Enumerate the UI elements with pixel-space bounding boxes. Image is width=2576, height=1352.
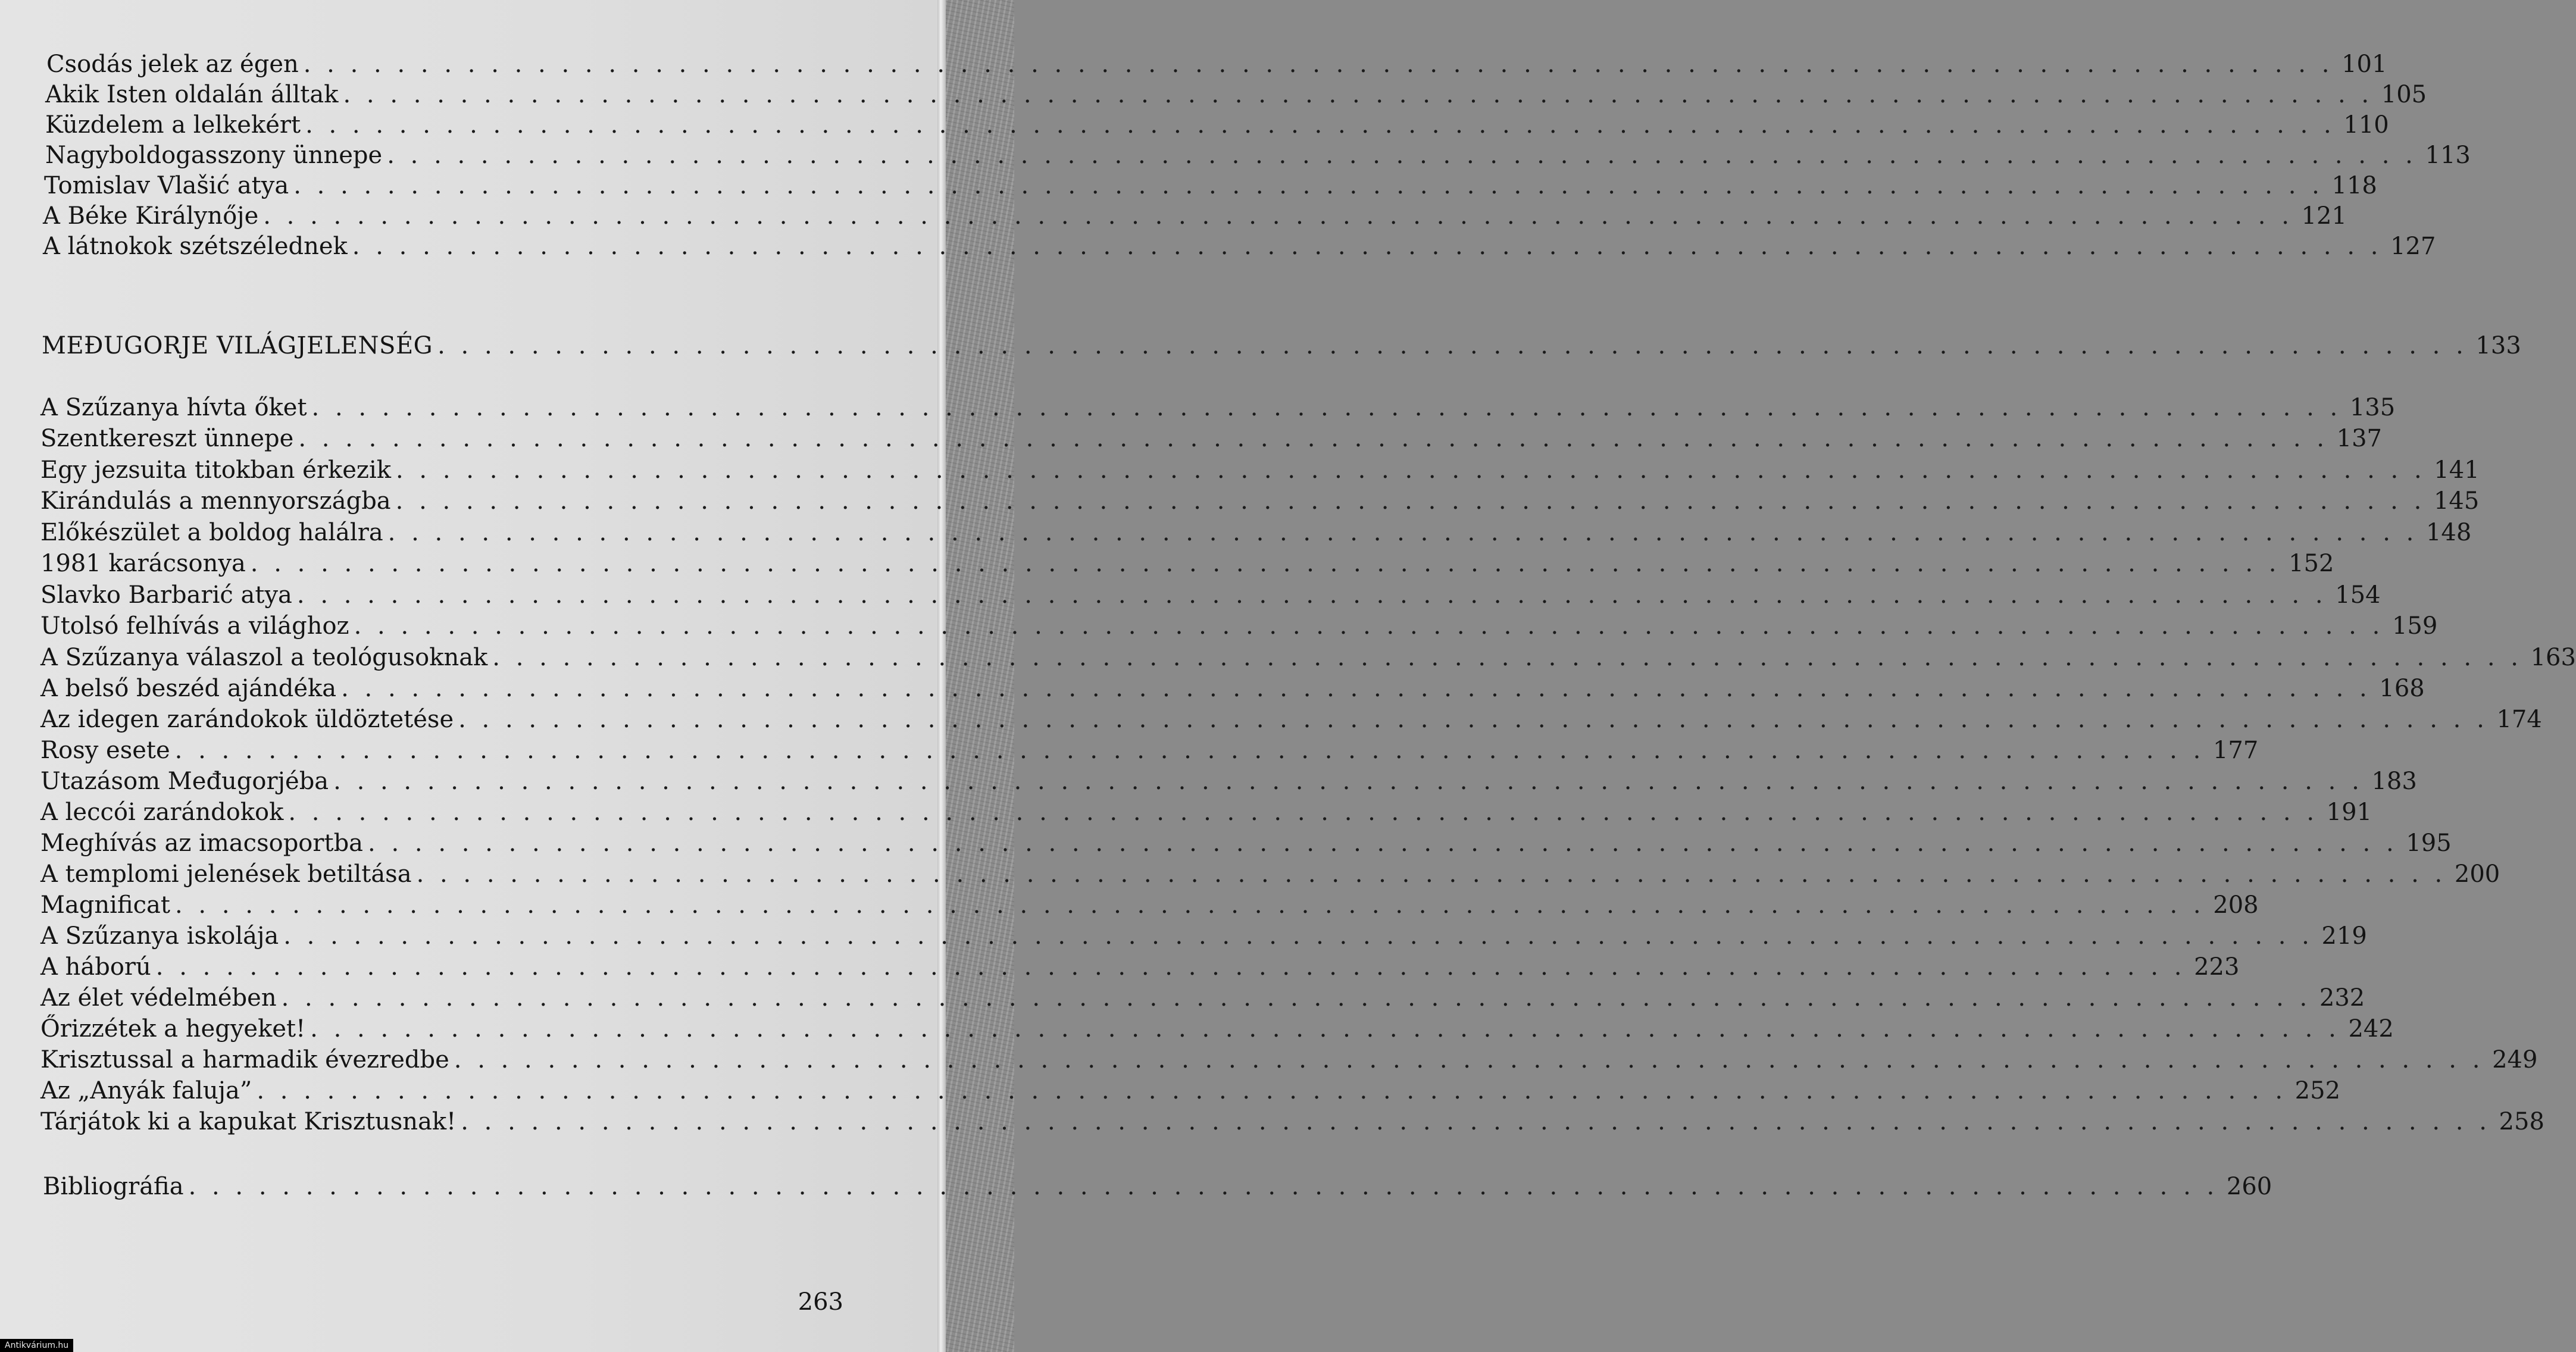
toc-entry-title: Szentkereszt ünnepe [40, 425, 294, 452]
toc-entry [40, 674, 2425, 703]
toc-entry-page: 232 [2319, 984, 2365, 1012]
toc-entry-title: Magnificat [40, 891, 170, 919]
toc-entry [46, 49, 2387, 79]
toc-entry [40, 828, 2452, 858]
toc-entry [40, 486, 2480, 516]
toc-entry-title: A háború [40, 953, 151, 981]
toc-entry [40, 1076, 2341, 1106]
toc-dot-leader: . . . . . . . . . . . . . . . . . . . . . . . . . . . . . . . . . . . . . . . . . . . . . . . . . . . . . . . . . . . . . . . . . . . . . . . . . . . . . . . . . . . . . . . [281, 984, 2312, 1012]
toc-entry-page: 174 [2496, 706, 2542, 733]
toc-dot-leader: . . . . . . . . . . . . . . . . . . . . . . . . . . . . . . . . . . . . . . . . . . . . . . . . . . . . . . . . . . . . . . . . . . . . . . . . . . . . . . . . . . . . . . . [296, 581, 2327, 609]
toc-dot-leader: . . . . . . . . . . . . . . . . . . . . . . . . . . . . . . . . . . . . . . . . . . . . . . . . . . . . . . . . . . . . . . . . . . . . . . . . . . . . . . . . . . . . . . . [341, 675, 2371, 702]
toc-entry-title: Rosy esete [40, 737, 170, 764]
toc-dot-leader: . . . . . . . . . . . . . . . . . . . . . . . . . . . . . . . . . . . . . . . . . . . . . . . . . . . . . . . . . . . . . . . . . . . . . . . . . . . . . . . . . . . . . . . [283, 922, 2314, 950]
toc-entry-title: Az „Anyák faluja” [40, 1077, 252, 1104]
toc-entry-title: Krisztussal a harmadik évezredbe [40, 1046, 449, 1074]
toc-entry-page: 183 [2371, 768, 2417, 795]
toc-entry-title: Kirándulás a mennyországba [40, 487, 391, 515]
toc-entry [40, 393, 2396, 422]
toc-dot-leader: . . . . . . . . . . . . . . . . . . . . . . . . . . . . . . . . . . . . . . . . . . . . . . . . . . . . . . . . . . . . . . . . . . . . . . . . . . . . . . . . . . . . . . . [257, 1077, 2287, 1104]
toc-dot-leader: . . . . . . . . . . . . . . . . . . . . . . . . . . . . . . . . . . . . . . . . . . . . . . . . . . . . . . . . . . . . . . . . . . . . . . . . . . . . . . . . . . . . . . . [288, 799, 2319, 826]
toc-dot-leader: . . . . . . . . . . . . . . . . . . . . . . . . . . . . . . . . . . . . . . . . . . . . . . . . . . . . . . . . . . . . . . . . . . . . . . . . . . . . . . . . . . . . . . . [454, 1046, 2484, 1074]
toc-entry-page: 127 [2390, 233, 2436, 260]
toc-entry-page: 208 [2213, 891, 2259, 919]
toc-entry-page: 163 [2530, 644, 2576, 671]
toc-entry-page: 101 [2341, 51, 2387, 78]
toc-entry [40, 611, 2438, 641]
toc-entry-title: A Béke Királynője [43, 202, 259, 230]
toc-dot-leader: . . . . . . . . . . . . . . . . . . . . . . . . . . . . . . . . . . . . . . . . . . . . . . . . . . . . . . . . . . . . . . . . . . . . . . . . . . . . . . . . . . . . . . . [155, 953, 2186, 981]
toc-entry-title: A Szűzanya válaszol a teológusoknak [40, 644, 488, 671]
toc-entry-title: Nagyboldogasszony ünnepe [45, 142, 383, 169]
toc-dot-leader: . . . . . . . . . . . . . . . . . . . . . . . . . . . . . . . . . . . . . . . . . . . . . . . . . . . . . . . . . . . . . . . . . . . . . . . . . . . . . . . . . . . . . . . [368, 830, 2398, 857]
toc-entry-title: A leccói zarándokok [40, 799, 284, 826]
toc-entry [40, 518, 2472, 547]
toc-entry-title: Utolsó felhívás a világhoz [40, 612, 349, 640]
toc-entry-page: 258 [2499, 1108, 2544, 1135]
toc-section-title: MEĐUGORJE VILÁGJELENSÉG [42, 332, 433, 359]
toc-dot-leader: . . . . . . . . . . . . . . . . . . . . . . . . . . . . . . . . . . . . . . . . . . . . . . . . . . . . . . . . . . . . . . . . . . . . . . . . . . . . . . . . . . . . . . . [387, 142, 2417, 169]
toc-section-page: 133 [2475, 332, 2521, 359]
toc-entry [40, 736, 2259, 765]
toc-entry-title: Küzdelem a lelkekért [45, 111, 301, 139]
toc-dot-leader: . . . . . . . . . . . . . . . . . . . . . . . . . . . . . . . . . . . . . . . . . . . . . . . . . . . . . . . . . . . . . . . . . . . . . . . . . . . . . . . . . . . . . . . [174, 891, 2205, 919]
toc-entry [43, 201, 2347, 231]
toc-entry-page: 191 [2326, 799, 2372, 826]
toc-entry-title: Az élet védelmében [40, 984, 277, 1012]
toc-dot-leader: . . . . . . . . . . . . . . . . . . . . . . . . . . . . . . . . . . . . . . . . . . . . . . . . . . . . . . . . . . . . . . . . . . . . . . . . . . . . . . . . . . . . . . . [298, 425, 2328, 452]
toc-entry [40, 1045, 2538, 1075]
toc-entry [43, 231, 2436, 261]
toc-dot-leader: . . . . . . . . . . . . . . . . . . . . . . . . . . . . . . . . . . . . . . . . . . . . . . . . . . . . . . . . . . . . . . . . . . . . . . . . . . . . . . . . . . . . . . . [352, 233, 2383, 260]
toc-entry [40, 705, 2542, 734]
toc-entry-title: Bibliográfia [43, 1173, 184, 1200]
toc-entry-page: 154 [2335, 581, 2381, 609]
toc-entry-title: A látnokok szétszélednek [43, 233, 348, 260]
toc-entry [40, 797, 2372, 827]
toc-entry [40, 952, 2240, 982]
toc-dot-leader: . . . . . . . . . . . . . . . . . . . . . . . . . . . . . . . . . . . . . . . . . . . . . . . . . . . . . . . . . . . . . . . . . . . . . . . . . . . . . . . . . . . . . . . [354, 612, 2384, 640]
toc-entry-page: 249 [2492, 1046, 2538, 1074]
toc-dot-leader: . . . . . . . . . . . . . . . . . . . . . . . . . . . . . . . . . . . . . . . . . . . . . . . . . . . . . . . . . . . . . . . . . . . . . . . . . . . . . . . . . . . . . . . [458, 706, 2489, 733]
toc-entry-page: 121 [2301, 202, 2347, 230]
toc-entry-page: 200 [2454, 860, 2500, 888]
toc-entry-title: Akik Isten oldalán álltak [45, 81, 339, 108]
toc-entry-page: 113 [2425, 142, 2471, 169]
toc-entry [40, 890, 2259, 920]
toc-entry-title: Tárjátok ki a kapukat Krisztusnak! [40, 1108, 457, 1135]
toc-entry-title: A belső beszéd ajándéka [40, 675, 337, 702]
toc-entry-title: Csodás jelek az égen [46, 51, 299, 78]
toc-entry [40, 921, 2367, 951]
toc-entry-title: A Szűzanya hívta őket [40, 394, 307, 421]
toc-entry-page: 195 [2406, 830, 2452, 857]
toc-entry-page: 168 [2379, 675, 2425, 702]
toc-dot-leader: . . . . . . . . . . . . . . . . . . . . . . . . . . . . . . . . . . . . . . . . . . . . . . . . . . . . . . . . . . . . . . . . . . . . . . . . . . . . . . . . . . . . . . . [263, 202, 2293, 230]
toc-dot-leader: . . . . . . . . . . . . . . . . . . . . . . . . . . . . . . . . . . . . . . . . . . . . . . . . . . . . . . . . . . . . . . . . . . . . . . . . . . . . . . . . . . . . . . . [387, 519, 2418, 546]
toc-entry-title: Meghívás az imacsoportba [40, 830, 364, 857]
toc-entry-page: 159 [2391, 612, 2438, 640]
toc-dot-leader: . . . . . . . . . . . . . . . . . . . . . . . . . . . . . . . . . . . . . . . . . . . . . . . . . . . . . . . . . . . . . . . . . . . . . . . . . . . . . . . . . . . . . . . [303, 51, 2334, 78]
toc-dot-leader: . . . . . . . . . . . . . . . . . . . . . . . . . . . . . . . . . . . . . . . . . . . . . . . . . . . . . . . . . . . . . . . . . . . . . . . . . . . . . . . . . . . . . . . [395, 487, 2426, 515]
toc-entry [45, 110, 2389, 140]
toc-entry-page: 219 [2321, 922, 2367, 950]
toc-entry-page: 145 [2433, 487, 2480, 515]
toc-entry [40, 983, 2365, 1013]
toc-entry-page: 118 [2331, 172, 2377, 199]
toc-entry-page: 252 [2294, 1077, 2341, 1104]
toc-entry [40, 549, 2334, 578]
toc-entry [40, 859, 2500, 889]
page-number: 263 [798, 1288, 843, 1316]
toc-entry-title: Őrizzétek a hegyeket! [40, 1015, 306, 1043]
toc-entry-title: Utazásom Međugorjéba [40, 768, 329, 795]
toc-dot-leader: . . . . . . . . . . . . . . . . . . . . . . . . . . . . . . . . . . . . . . . . . . . . . . . . . . . . . . . . . . . . . . . . . . . . . . . . . . . . . . . . . . . . . . . [188, 1173, 2219, 1200]
toc-entry [40, 1107, 2544, 1137]
toc-entry-page: 105 [2381, 81, 2427, 108]
toc-entry [45, 80, 2427, 109]
toc-entry [44, 171, 2377, 201]
toc-dot-leader: . . . . . . . . . . . . . . . . . . . . . . . . . . . . . . . . . . . . . . . . . . . . . . . . . . . . . . . . . . . . . . . . . . . . . . . . . . . . . . . . . . . . . . . [343, 81, 2374, 108]
toc-dot-leader: . . . . . . . . . . . . . . . . . . . . . . . . . . . . . . . . . . . . . . . . . . . . . . . . . . . . . . . . . . . . . . . . . . . . . . . . . . . . . . . . . . . . . . . [305, 111, 2336, 139]
toc-dot-leader: . . . . . . . . . . . . . . . . . . . . . . . . . . . . . . . . . . . . . . . . . . . . . . . . . . . . . . . . . . . . . . . . . . . . . . . . . . . . . . . . . . . . . . . [250, 550, 2281, 577]
toc-dot-leader: . . . . . . . . . . . . . . . . . . . . . . . . . . . . . . . . . . . . . . . . . . . . . . . . . . . . . . . . . . . . . . . . . . . . . . . . . . . . . . . . . . . . . . . [492, 644, 2522, 671]
toc-entry [45, 140, 2471, 170]
toc-entry-title: Előkészület a boldog halálra [40, 519, 383, 546]
toc-entry-page: 152 [2289, 550, 2334, 577]
toc-dot-leader: . . . . . . . . . . . . . . . . . . . . . . . . . . . . . . . . . . . . . . . . . . . . . . . . . . . . . . . . . . . . . . . . . . . . . . . . . . . . . . . . . . . . . . . [416, 860, 2447, 888]
toc-entry [40, 766, 2417, 796]
toc-dot-leader: . . . . . . . . . . . . . . . . . . . . . . . . . . . . . . . . . . . . . . . . . . . . . . . . . . . . . . . . . . . . . . . . . . . . . . . . . . . . . . . . . . . . . . . [293, 172, 2324, 199]
toc-entry-page: 223 [2194, 953, 2240, 981]
toc-dot-leader: . . . . . . . . . . . . . . . . . . . . . . . . . . . . . . . . . . . . . . . . . . . . . . . . . . . . . . . . . . . . . . . . . . . . . . . . . . . . . . . . . . . . . . . [174, 737, 2205, 764]
toc-dot-leader: . . . . . . . . . . . . . . . . . . . . . . . . . . . . . . . . . . . . . . . . . . . . . . . . . . . . . . . . . . . . . . . . . . . . . . . . . . . . . . . . . . . . . . . [461, 1108, 2491, 1135]
toc-entry-page: 110 [2343, 111, 2389, 139]
toc-entry-page: 141 [2434, 456, 2480, 484]
toc-entry [40, 424, 2382, 453]
toc-entry [40, 1014, 2394, 1044]
toc-dot-leader: . . . . . . . . . . . . . . . . . . . . . . . . . . . . . . . . . . . . . . . . . . . . . . . . . . . . . . . . . . . . . . . . . . . . . . . . . . . . . . . . . . . . . . . [310, 1015, 2340, 1043]
toc-section-heading [42, 331, 2521, 361]
toc-entry [40, 643, 2576, 672]
toc-dot-leader: . . . . . . . . . . . . . . . . . . . . . . . . . . . . . . . . . . . . . . . . . . . . . . . . . . . . . . . . . . . . . . . . . . . . . . . . . . . . . . . . . . . . . . . [395, 456, 2426, 484]
toc-entry-title: A templomi jelenések betiltása [40, 860, 412, 888]
toc-entry-title: Tomislav Vlašić atya [44, 172, 289, 199]
toc-dot-leader: . . . . . . . . . . . . . . . . . . . . . . . . . . . . . . . . . . . . . . . . . . . . . . . . . . . . . . . . . . . . . . . . . . . . . . . . . . . . . . . . . . . . . . . [311, 394, 2342, 421]
toc-entry-page: 260 [2226, 1173, 2272, 1200]
toc-entry [40, 455, 2480, 485]
toc-entry-bibliography [43, 1172, 2272, 1201]
toc-entry-page: 135 [2349, 394, 2396, 421]
toc-entry-title: A Szűzanya iskolája [40, 922, 279, 950]
toc-entry [40, 580, 2381, 610]
toc-entry-title: Slavko Barbarić atya [40, 581, 292, 609]
toc-entry-page: 137 [2336, 425, 2382, 452]
toc-entry-title: 1981 karácsonya [40, 550, 246, 577]
toc-entry-title: Az idegen zarándokok üldöztetése [40, 706, 454, 733]
toc-entry-page: 242 [2348, 1015, 2394, 1043]
toc-dot-leader: . . . . . . . . . . . . . . . . . . . . . . . . . . . . . . . . . . . . . . . . . . . . . . . . . . . . . . . . . . . . . . . . . . . . . . . . . . . . . . . . . . . . . . . [437, 332, 2468, 359]
toc-entry-page: 148 [2425, 519, 2472, 546]
toc-entry-page: 177 [2212, 737, 2259, 764]
watermark: Antikvárium.hu [0, 1339, 73, 1352]
toc-entry-title: Egy jezsuita titokban érkezik [40, 456, 391, 484]
toc-dot-leader: . . . . . . . . . . . . . . . . . . . . . . . . . . . . . . . . . . . . . . . . . . . . . . . . . . . . . . . . . . . . . . . . . . . . . . . . . . . . . . . . . . . . . . . [333, 768, 2364, 795]
